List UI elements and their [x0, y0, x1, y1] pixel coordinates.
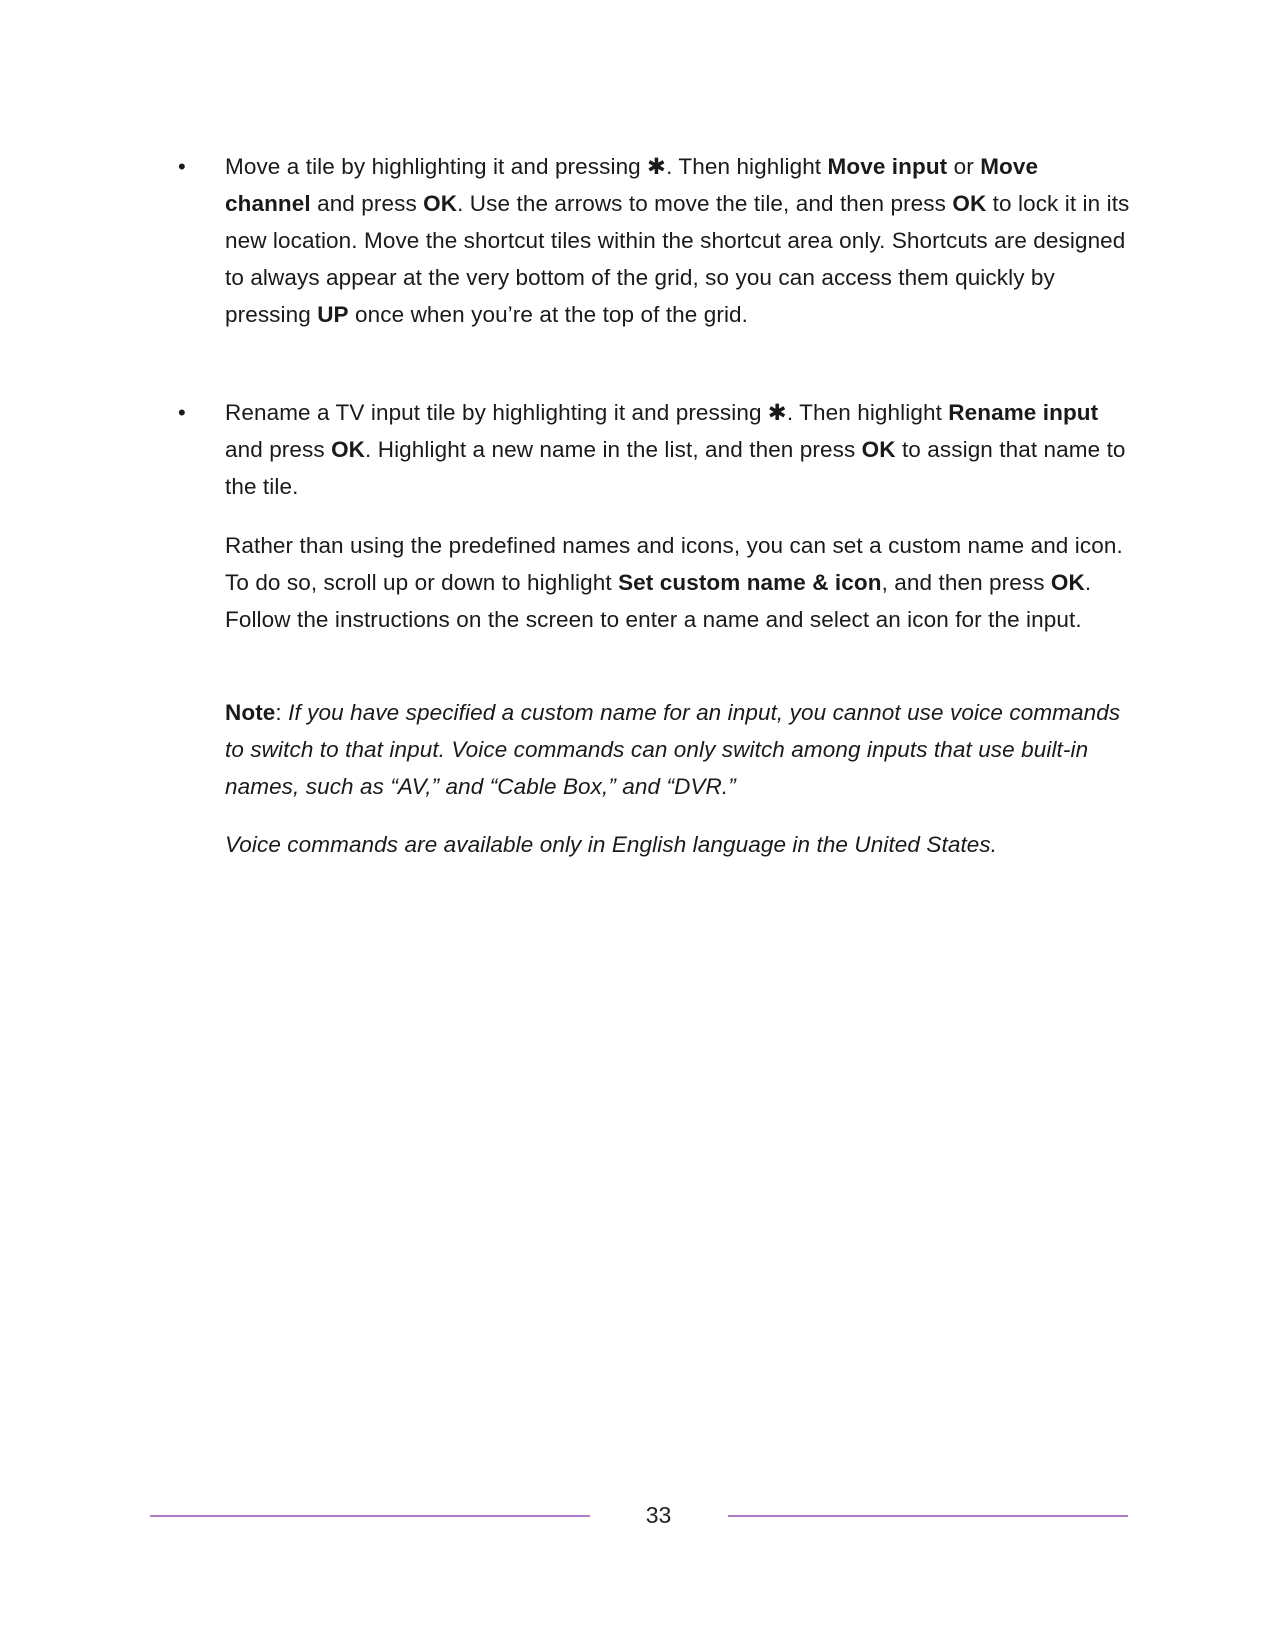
- rename-input-paragraph: [225, 394, 1130, 505]
- note-text: If you have specified a custom name for an input, you cannot use voice commands to switch to that input. Voice commands can only switch among inputs that use built-in names, such as “AV,” and “Cable Box,” and “DVR.”: [225, 700, 1121, 799]
- text-run: or: [947, 154, 981, 179]
- footer-rule-right: [728, 1515, 1128, 1517]
- text-run: to assign that name to the tile.: [225, 437, 1126, 499]
- move-tile-paragraph: [225, 148, 1130, 333]
- key-up: UP: [317, 302, 349, 327]
- text-run: . Highlight a new name in the list, and then press: [365, 437, 862, 462]
- custom-name-paragraph: [225, 527, 1130, 638]
- menu-option-rename-input: Rename input: [948, 400, 1099, 425]
- bullet-marker: •: [178, 154, 186, 179]
- text-run: , and then press: [881, 570, 1051, 595]
- footer-rule-left: [150, 1515, 590, 1517]
- key-ok: OK: [423, 191, 458, 216]
- key-ok: OK: [952, 191, 987, 216]
- note-label: Note: [225, 700, 276, 725]
- key-ok: OK: [331, 437, 366, 462]
- text-run: . Follow the instructions on the screen to enter a name and select an icon for the input.: [225, 570, 1092, 632]
- text-run: Move a tile by highlighting it and pressing: [225, 154, 648, 179]
- voice-availability-paragraph: [225, 826, 1130, 863]
- text-run: Rename a TV input tile by highlighting it and pressing: [225, 400, 768, 425]
- text-run: Rather than using the predefined names and icons, you can set a custom name and icon. To do so, scroll up or down to highlight: [225, 533, 1123, 595]
- voice-availability-text: Voice commands are available only in English language in the United States.: [225, 832, 998, 857]
- star-button-icon: ✱: [647, 154, 667, 179]
- note-paragraph: [225, 694, 1130, 805]
- menu-option-move-input: Move input: [827, 154, 948, 179]
- text-run: :: [275, 700, 289, 725]
- text-run: and press: [310, 191, 424, 216]
- menu-option-set-custom-name: Set custom name & icon: [618, 570, 882, 595]
- text-run: once when you’re at the top of the grid.: [348, 302, 749, 327]
- bullet-marker: •: [178, 400, 186, 425]
- star-button-icon: ✱: [767, 400, 787, 425]
- text-run: and press: [225, 437, 332, 462]
- text-run: . Use the arrows to move the tile, and then press: [457, 191, 953, 216]
- key-ok: OK: [861, 437, 896, 462]
- text-run: to lock it in its new location. Move the shortcut tiles within the shortcut area only. Shortcuts are designed to always appear at the very bottom of the grid, so you can access them quickly by pressing: [225, 191, 1130, 327]
- page-number: 33: [645, 1502, 672, 1528]
- key-ok: OK: [1050, 570, 1085, 595]
- text-run: . Then highlight: [786, 400, 949, 425]
- menu-option-move-channel: Move channel: [225, 154, 1039, 216]
- text-run: . Then highlight: [666, 154, 828, 179]
